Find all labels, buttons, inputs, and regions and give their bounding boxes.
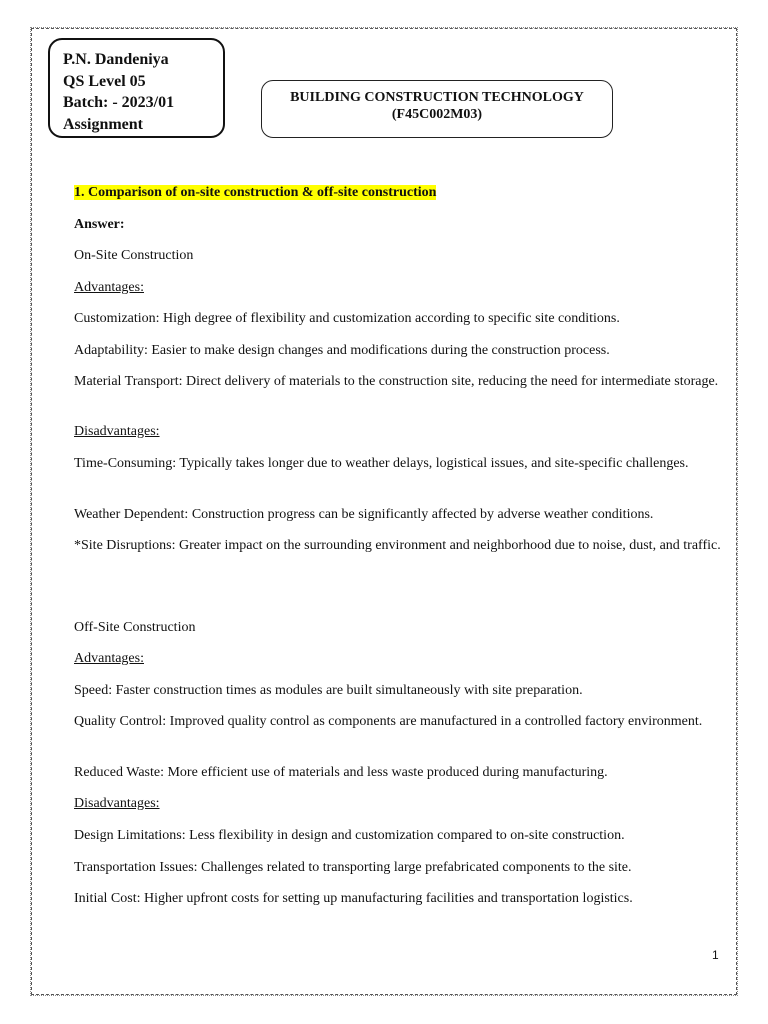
course-title: BUILDING CONSTRUCTION TECHNOLOGY xyxy=(290,90,584,105)
offsite-disadvantage-item: Transportation Issues: Challenges related to transporting large prefabricated components to the site. xyxy=(74,860,632,875)
course-title-box xyxy=(261,80,613,138)
onsite-advantage-item: Customization: High degree of flexibility and customization according to specific site conditions. xyxy=(74,311,620,326)
onsite-disadvantage-item: *Site Disruptions: Greater impact on the surrounding environment and neighborhood due to noise, dust, and traffic. xyxy=(74,538,721,553)
student-name: P.N. Dandeniya xyxy=(63,51,169,68)
onsite-advantage-item: Material Transport: Direct delivery of materials to the construction site, reducing the need for intermediate storage. xyxy=(74,374,719,389)
offsite-advantages-label: Advantages: xyxy=(74,651,144,666)
offsite-disadvantage-item: Design Limitations: Less flexibility in design and customization compared to on-site construction. xyxy=(74,828,625,843)
offsite-advantage-item: Speed: Faster construction times as modules are built simultaneously with site preparation. xyxy=(74,683,583,698)
offsite-disadvantages-label: Disadvantages: xyxy=(74,796,160,811)
offsite-advantage-item: Reduced Waste: More efficient use of materials and less waste produced during manufacturing. xyxy=(74,765,608,780)
onsite-advantages-label: Advantages: xyxy=(74,280,144,295)
student-level: QS Level 05 xyxy=(63,72,146,90)
offsite-title: Off-Site Construction xyxy=(74,620,196,635)
student-info-box xyxy=(48,38,225,138)
offsite-advantage-item: Quality Control: Improved quality control as components are manufactured in a controlled factory environment. xyxy=(74,714,703,729)
page-number: 1 xyxy=(712,948,719,962)
document-type: Assignment xyxy=(63,115,144,133)
section-heading xyxy=(74,184,724,203)
course-code: (F45C002M03) xyxy=(391,107,483,122)
onsite-advantage-item: Adaptability: Easier to make design changes and modifications during the construction process. xyxy=(74,343,610,358)
onsite-title: On-Site Construction xyxy=(74,248,194,263)
onsite-disadvantage-item: Time-Consuming: Typically takes longer due to weather delays, logistical issues, and site-specific challenges. xyxy=(74,456,689,471)
onsite-disadvantages-label: Disadvantages: xyxy=(74,424,160,439)
answer-label: Answer: xyxy=(74,217,125,232)
onsite-disadvantage-item: Weather Dependent: Construction progress can be significantly affected by adverse weather conditions. xyxy=(74,507,654,522)
section-heading-text: 1. Comparison of on-site construction & off-site construction xyxy=(74,185,437,200)
student-batch: Batch: - 2023/01 xyxy=(63,94,175,111)
offsite-disadvantage-item: Initial Cost: Higher upfront costs for setting up manufacturing facilities and transportation logistics. xyxy=(74,891,633,906)
